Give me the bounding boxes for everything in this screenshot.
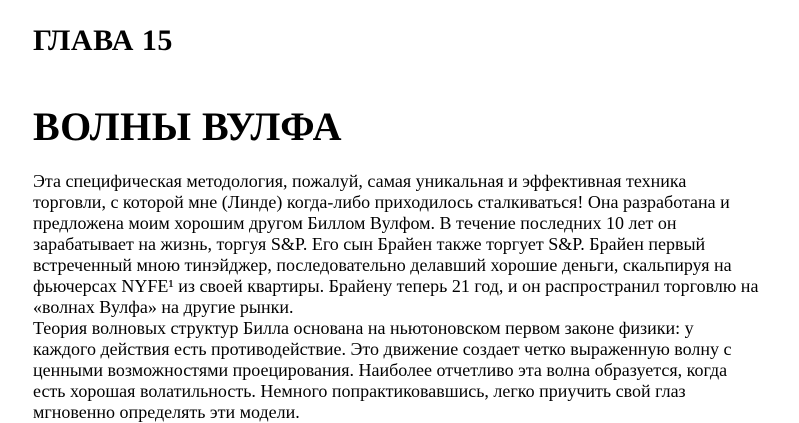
text-line: мгновенно определять эти модели. — [33, 402, 300, 422]
text-line: Эта специфическая методология, пожалуй, самая уникальная и эффективная техника — [33, 171, 687, 191]
text-line: есть хорошая волатильность. Немного попрактиковавшись, легко приучить свой глаз — [33, 381, 686, 401]
chapter-label: ГЛАВА 15 — [33, 24, 173, 57]
text-line: ценными возможностями проецирования. Наиболее отчетливо эта волна образуется, когда — [33, 360, 728, 380]
intro-paragraph — [33, 171, 793, 318]
text-line: «волнах Вулфа» на другие рынки. — [33, 297, 294, 317]
text-line: встреченный мною тинэйджер, последовательно делавший хорошие деньги, скальпируя на — [33, 255, 732, 275]
text-line: торговли, с которой мне (Линде) когда-либо приходилось сталкиваться! Она разработана и — [33, 192, 730, 212]
text-line: фьючерсах NYFE¹ из своей квартиры. Брайену теперь 21 год, и он распространил торговлю на — [33, 276, 759, 296]
text-line: предложена моим хорошим другом Биллом Вулфом. В течение последних 10 лет он — [33, 213, 677, 233]
text-line: зарабатывает на жизнь, торгуя S&P. Его сын Брайен также торгует S&P. Брайен первый — [33, 234, 706, 254]
text-line: Теория волновых структур Билла основана на ньютоновском первом законе физики: у — [33, 318, 694, 338]
text-line: каждого действия есть противодействие. Это движение создает четко выраженную волну с — [33, 339, 732, 359]
body-text — [33, 171, 793, 423]
theory-paragraph — [33, 318, 793, 423]
page-title: ВОЛНЫ ВУЛФА — [33, 104, 343, 149]
